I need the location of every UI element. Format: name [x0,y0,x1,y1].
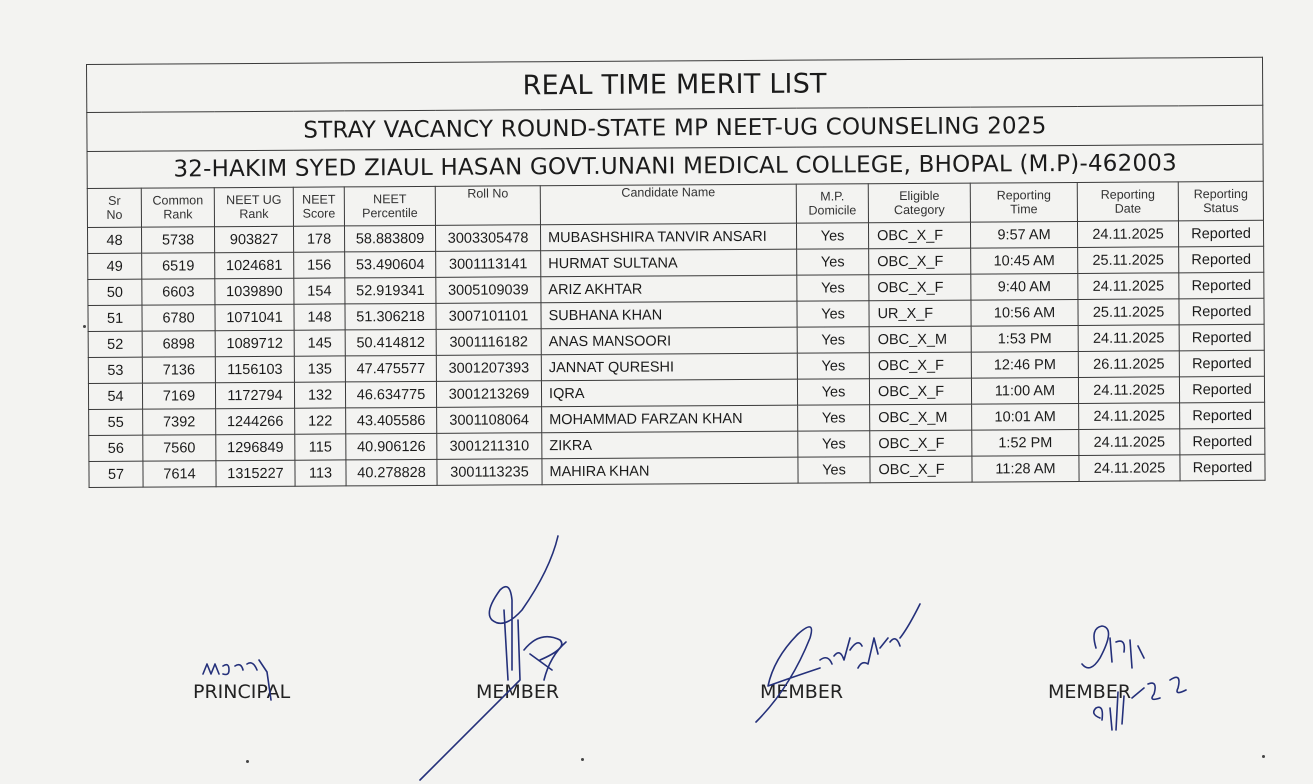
neet-ug-rank-cell: 1071041 [215,304,294,330]
reporting-date-cell: 24.11.2025 [1077,221,1178,248]
common-rank-cell: 7560 [143,435,216,461]
round-subtitle: STRAY VACANCY ROUND-STATE MP NEET-UG COUNSELING 2025 [87,105,1263,151]
sr-no-cell: 51 [88,305,142,331]
column-header-line: NEET [302,192,336,207]
roll-no-cell: 3005109039 [436,277,541,304]
neet-ug-rank-cell: 1089712 [215,330,294,356]
sr-no-cell: 54 [88,383,142,409]
reporting-time-cell: 11:28 AM [972,455,1079,482]
neet-percentile-cell: 40.906126 [346,433,437,460]
column-header-line: M.P. [820,189,845,204]
neet-percentile-cell: 52.919341 [345,277,436,304]
reporting-time-cell: 10:56 AM [971,299,1078,326]
roll-no-cell: 3001113235 [437,459,542,486]
eligible-category-cell: OBC_X_M [869,326,971,353]
eligible-category-cell: OBC_X_F [870,456,972,483]
neet-ug-rank-cell: 903827 [214,226,293,252]
column-header [214,187,293,226]
neet-score-cell: 115 [295,434,346,460]
member1-label: MEMBER [476,681,560,703]
reporting-status-cell: Reported [1180,428,1265,455]
neet-percentile-cell: 47.475577 [345,355,436,382]
common-rank-cell: 7169 [142,383,215,409]
domicile-cell: Yes [797,379,869,405]
roll-no-cell: 3003305478 [435,225,540,252]
neet-score-cell: 135 [294,356,345,382]
domicile-cell: Yes [797,275,869,301]
reporting-status-cell: Reported [1179,350,1264,377]
sr-no-cell: 57 [89,461,143,487]
reporting-status-cell: Reported [1179,272,1264,299]
common-rank-cell: 6519 [142,253,215,279]
reporting-status-cell: Reported [1179,324,1264,351]
column-header-line: Rank [239,206,269,222]
domicile-cell: Yes [797,249,869,275]
neet-score-cell: 154 [294,278,345,304]
column-header [344,186,435,226]
sr-no-cell: 52 [88,331,142,357]
column-header-line: Date [1114,201,1142,216]
reporting-date-cell: 24.11.2025 [1078,273,1179,300]
column-header-line: Reporting [996,188,1051,203]
domicile-cell: Yes [798,431,870,457]
column-header-line: Roll No [467,186,509,201]
eligible-category-cell: OBC_X_F [869,352,971,379]
sr-no-cell: 56 [89,435,143,461]
candidate-name-cell: HURMAT SULTANA [541,249,797,277]
roll-no-cell: 3001207393 [436,355,541,382]
neet-percentile-cell: 50.414812 [345,329,436,356]
neet-percentile-cell: 51.306218 [345,303,436,330]
reporting-date-cell: 24.11.2025 [1079,403,1180,430]
domicile-cell: Yes [797,353,869,379]
column-header-line: Domicile [808,203,857,218]
candidate-name-cell: SUBHANA KHAN [541,301,797,329]
reporting-time-cell: 11:00 AM [971,377,1078,404]
candidate-name-cell: MAHIRA KHAN [542,457,798,485]
column-header [1178,181,1263,221]
column-header-line: Status [1203,200,1239,216]
eligible-category-cell: OBC_X_F [869,248,971,275]
domicile-cell: Yes [796,223,868,249]
table-body [87,220,1265,487]
speck [246,760,249,763]
neet-percentile-cell: 46.634775 [345,381,436,408]
roll-no-cell: 3001211310 [437,433,542,460]
reporting-time-cell: 10:01 AM [972,403,1079,430]
column-header-line: Sr [108,193,121,208]
reporting-time-cell: 12:46 PM [971,351,1078,378]
list-title: REAL TIME MERIT LIST [87,57,1263,112]
column-header-line: NEET UG [226,192,282,208]
reporting-date-cell: 26.11.2025 [1078,351,1179,378]
sr-no-cell: 48 [87,227,141,253]
reporting-status-cell: Reported [1179,298,1264,325]
common-rank-cell: 6898 [142,331,215,357]
domicile-cell: Yes [797,327,869,353]
column-header-line: Common [152,193,204,208]
roll-no-cell: 3001108064 [437,407,542,434]
sr-no-cell: 53 [88,357,142,383]
column-header [293,187,344,226]
eligible-category-cell: OBC_X_F [870,430,972,457]
domicile-cell: Yes [797,301,869,327]
speck [581,758,584,761]
eligible-category-cell: OBC_X_M [870,404,972,431]
eligible-category-cell: OBC_X_F [869,378,971,405]
neet-percentile-cell: 40.278828 [346,459,437,486]
column-header [1077,182,1178,222]
candidate-name-cell: MUBASHSHIRA TANVIR ANSARI [540,223,796,251]
principal-signature [195,652,295,712]
roll-no-cell: 3001116182 [436,329,541,356]
candidate-name-cell: ANAS MANSOORI [541,327,797,355]
neet-percentile-cell: 43.405586 [346,407,437,434]
neet-score-cell: 132 [294,382,345,408]
column-header-line: Eligible [899,188,940,204]
reporting-time-cell: 1:52 PM [972,429,1079,456]
neet-ug-rank-cell: 1315227 [216,460,295,486]
reporting-date-cell: 25.11.2025 [1078,247,1179,274]
neet-score-cell: 178 [293,226,344,252]
roll-no-cell: 3007101101 [436,303,541,330]
reporting-date-cell: 25.11.2025 [1078,299,1179,326]
roll-no-cell: 3001213269 [436,381,541,408]
neet-ug-rank-cell: 1244266 [216,408,295,434]
reporting-status-cell: Reported [1180,454,1265,481]
common-rank-cell: 6780 [142,305,215,331]
neet-score-cell: 113 [295,460,346,486]
member2-label: MEMBER [760,681,844,703]
candidate-name-cell: JANNAT QURESHI [541,353,797,381]
merit-list-table [86,57,1266,488]
neet-ug-rank-cell: 1296849 [216,434,295,460]
reporting-time-cell: 1:53 PM [971,325,1078,352]
neet-ug-rank-cell: 1024681 [215,252,294,278]
common-rank-cell: 7614 [143,461,216,487]
neet-ug-rank-cell: 1156103 [215,356,294,382]
reporting-status-cell: Reported [1179,376,1264,403]
column-header [796,184,868,223]
column-header-line: NEET [373,192,407,207]
column-header [970,182,1077,222]
speck [1262,755,1265,758]
member2-signature [750,598,930,728]
reporting-status-cell: Reported [1179,246,1264,273]
column-header-line: No [106,207,123,222]
column-header [435,186,540,226]
reporting-status-cell: Reported [1178,220,1263,247]
reporting-status-cell: Reported [1180,402,1265,429]
eligible-category-cell: OBC_X_F [868,222,970,249]
column-header-line: Category [893,202,945,218]
neet-score-cell: 145 [294,330,345,356]
eligible-category-cell: UR_X_F [869,300,971,327]
speck [83,325,86,328]
neet-percentile-cell: 58.883809 [344,225,435,252]
domicile-cell: Yes [798,405,870,431]
roll-no-cell: 3001113141 [436,251,541,278]
candidate-name-cell: MOHAMMAD FARZAN KHAN [542,405,798,433]
column-header-line: Candidate Name [621,185,716,200]
column-header-line: Score [302,206,336,221]
neet-percentile-cell: 53.490604 [345,251,436,278]
column-header [540,184,796,225]
common-rank-cell: 5738 [141,227,214,253]
column-header-line: Time [1010,202,1038,217]
column-header [868,183,970,223]
sr-no-cell: 49 [88,253,142,279]
column-header-line: Rank [163,207,193,222]
column-header-line: Reporting [1193,186,1248,202]
reporting-date-cell: 24.11.2025 [1079,429,1180,456]
common-rank-cell: 7136 [142,357,215,383]
member3-label: MEMBER [1048,681,1132,703]
sr-no-cell: 50 [88,279,142,305]
domicile-cell: Yes [798,457,870,483]
eligible-category-cell: OBC_X_F [869,274,971,301]
reporting-date-cell: 24.11.2025 [1078,325,1179,352]
common-rank-cell: 6603 [142,279,215,305]
sr-no-cell: 55 [89,409,143,435]
neet-ug-rank-cell: 1039890 [215,278,294,304]
neet-score-cell: 122 [295,408,346,434]
principal-label: PRINCIPAL [193,681,291,703]
reporting-date-cell: 24.11.2025 [1078,377,1179,404]
neet-ug-rank-cell: 1172794 [215,382,294,408]
reporting-time-cell: 9:57 AM [970,221,1077,248]
member1-signature [400,530,600,784]
reporting-date-cell: 24.11.2025 [1079,455,1180,482]
reporting-time-cell: 10:45 AM [971,247,1078,274]
candidate-name-cell: IQRA [541,379,797,407]
column-header-line: Percentile [362,205,418,221]
candidate-name-cell: ARIZ AKHTAR [541,275,797,303]
merit-list-sheet [86,57,1265,488]
common-rank-cell: 7392 [143,409,216,435]
column-header [87,188,141,227]
college-name: 32-HAKIM SYED ZIAUL HASAN GOVT.UNANI MEDICAL COLLEGE, BHOPAL (M.P)-462003 [87,144,1263,188]
column-header [141,188,214,227]
neet-score-cell: 148 [294,304,345,330]
neet-score-cell: 156 [294,252,345,278]
candidate-name-cell: ZIKRA [542,431,798,459]
column-header-line: Reporting [1100,187,1155,202]
member3-signature [1060,618,1210,738]
reporting-time-cell: 9:40 AM [971,273,1078,300]
